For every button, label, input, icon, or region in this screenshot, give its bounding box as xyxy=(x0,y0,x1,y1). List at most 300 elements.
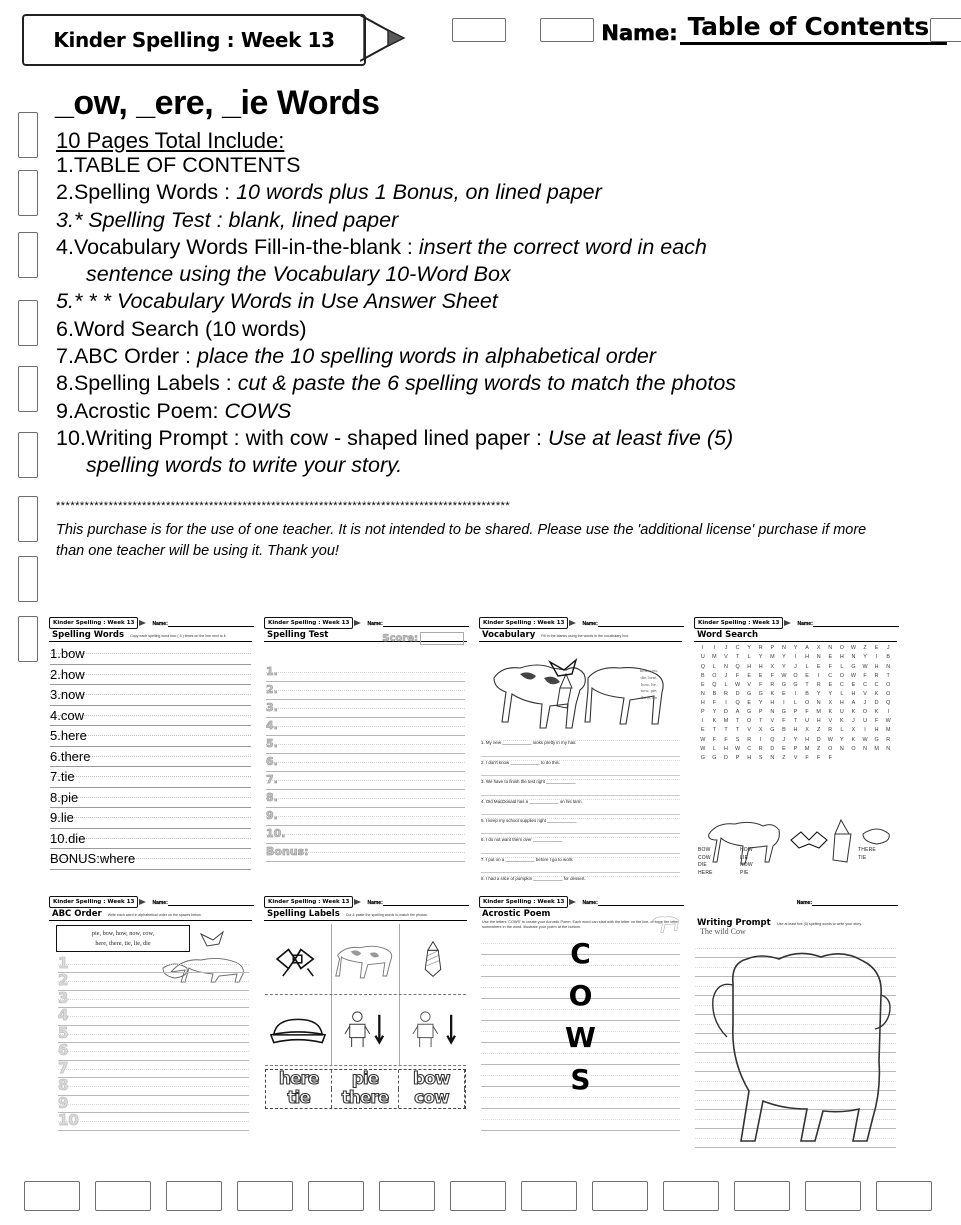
acrostic-letter: W xyxy=(565,1020,596,1054)
preview-banner: Kinder Spelling : Week 13 xyxy=(479,896,568,908)
spelling-test-line[interactable] xyxy=(266,826,465,844)
spelling-word-line xyxy=(50,829,251,850)
preview-title: Spelling Words xyxy=(52,630,125,640)
page-previews-grid xyxy=(46,615,914,1173)
abc-order-line[interactable] xyxy=(58,1043,249,1061)
spelling-word: 1.bow xyxy=(50,646,85,662)
label-cell-cow[interactable] xyxy=(332,924,399,994)
word-search-letter: G xyxy=(781,681,786,688)
word-search-letter: X xyxy=(851,727,856,734)
abc-order-line[interactable] xyxy=(58,1078,249,1096)
spelling-word: 4.cow xyxy=(50,707,84,723)
preview-row-2 xyxy=(46,894,914,1169)
word-search-letter: I xyxy=(875,654,878,661)
toc-label: ABC Order : xyxy=(73,344,197,369)
spelling-word: 2.how xyxy=(50,666,85,682)
word-search-letter: J xyxy=(886,645,890,652)
word-search-letter: E xyxy=(874,645,879,652)
word-search-letter: E xyxy=(828,681,833,688)
word-search-column-2 xyxy=(740,847,858,877)
preview-title-row xyxy=(261,909,470,919)
vocabulary-sentence[interactable]: 3. We have to finish the test right ____________ xyxy=(481,776,680,795)
score-field[interactable] xyxy=(382,632,464,645)
spelling-word-line xyxy=(50,808,251,829)
word-search-letter: R xyxy=(770,681,775,688)
word-search-letter: F xyxy=(863,672,867,679)
word-search-letter: M xyxy=(804,745,810,752)
word-search-letter: O xyxy=(862,709,868,716)
binding-ring xyxy=(521,1181,577,1211)
toc-label: Vocabulary Words Fill-in-the-blank : xyxy=(73,234,419,259)
word-search-letter: F xyxy=(805,754,809,761)
toc-number: 1. xyxy=(56,153,74,177)
word-search-letter: W xyxy=(781,672,787,679)
word-search-letter: M xyxy=(885,727,891,734)
word-search-letter: T xyxy=(793,718,798,725)
word-search-letter: I xyxy=(887,709,889,716)
pencil-tip-icon xyxy=(138,618,152,628)
cow-icon xyxy=(332,938,398,980)
line-number: 9 xyxy=(58,1093,69,1112)
preview-name-blank xyxy=(813,619,899,627)
preview-name-label: Name: xyxy=(582,620,598,627)
spelling-test-line[interactable] xyxy=(266,736,465,754)
label-cell-there[interactable] xyxy=(400,995,466,1065)
binding-ring xyxy=(540,18,594,42)
word-search-letter: C xyxy=(863,681,867,688)
word-search-letter: L xyxy=(793,700,797,707)
word-search-letter: H xyxy=(770,700,775,707)
word-search-letter: N xyxy=(863,745,867,752)
word-search-letter: U xyxy=(863,718,867,725)
word-search-letter: V xyxy=(724,654,728,661)
word-search-letter: U xyxy=(839,709,844,716)
word-search-letter: F xyxy=(724,736,728,743)
binding-ring xyxy=(18,556,38,602)
word-search-letter: C xyxy=(839,681,844,688)
spelling-test-line[interactable] xyxy=(266,790,465,808)
word-search-letter: H xyxy=(758,663,763,670)
word-search-letter: O xyxy=(804,700,810,707)
preview-name-blank xyxy=(812,898,898,906)
spelling-test-line[interactable] xyxy=(266,664,465,682)
preview-spelling-test[interactable] xyxy=(261,615,470,890)
pencil-banner-body xyxy=(22,14,366,66)
cut-out-word[interactable]: pie xyxy=(332,1070,398,1089)
binding-ring xyxy=(18,112,38,158)
word-search-letter: F xyxy=(828,663,832,670)
word-search-letter: L xyxy=(805,663,809,670)
label-cell-tie[interactable] xyxy=(400,924,466,994)
banner-title: Kinder Spelling : Week 13 xyxy=(53,28,335,52)
abc-order-line[interactable] xyxy=(58,973,249,991)
spelling-word: 9.lie xyxy=(50,810,74,826)
preview-name-blank xyxy=(383,619,469,627)
word-search-letter: H xyxy=(816,718,821,725)
abc-order-line[interactable] xyxy=(58,953,249,974)
word-search-letter: M xyxy=(770,654,775,661)
toc-description: 10 words plus 1 Bonus, on lined paper xyxy=(236,180,602,205)
binding-ring xyxy=(805,1181,861,1211)
preview-title-row xyxy=(691,630,900,640)
word-search-letter: J xyxy=(852,718,855,725)
word-search-letter: L xyxy=(840,727,844,734)
preview-word-search[interactable] xyxy=(691,615,900,890)
spelling-labels-cutouts[interactable] xyxy=(265,1069,466,1108)
word-search-letter: X xyxy=(816,645,821,652)
preview-vocabulary[interactable] xyxy=(476,615,685,890)
label-cell-pie[interactable] xyxy=(265,995,332,1065)
cow-decor-icon xyxy=(648,910,682,936)
word-search-letter: P xyxy=(793,709,798,716)
word-search-letter: X xyxy=(770,663,775,670)
word-search-letter: G xyxy=(770,727,775,734)
toc-label: TABLE OF CONTENTS xyxy=(73,153,301,177)
word-search-letter: G xyxy=(747,709,752,716)
word-search-letter: P xyxy=(793,745,798,752)
word-search-letter: L xyxy=(840,663,844,670)
binding-ring xyxy=(592,1181,648,1211)
line-number: 2 xyxy=(58,971,69,990)
word-search-letter: P xyxy=(770,645,775,652)
toc-item xyxy=(56,207,936,234)
toc-number: 5. xyxy=(56,289,74,314)
spelling-test-line[interactable] xyxy=(266,700,465,718)
word-search-letter: D xyxy=(735,690,740,697)
word-search-letter: G xyxy=(758,690,763,697)
toc-description: * * * Vocabulary Words in Use Answer Sheet xyxy=(73,289,498,314)
acrostic-letters xyxy=(481,933,680,1101)
preview-name-field xyxy=(152,619,253,627)
word-search-letter: L xyxy=(747,654,751,661)
line-number: 7 xyxy=(58,1058,69,1077)
word-search-letter: K xyxy=(851,709,856,716)
word-search-letter: I xyxy=(864,727,866,734)
preview-name-blank xyxy=(598,619,684,627)
word-search-letter: G xyxy=(747,690,752,697)
toc-item xyxy=(56,179,936,206)
word-search-letter: H xyxy=(747,663,752,670)
spelling-test-line[interactable] xyxy=(266,682,465,700)
name-value[interactable]: Table of Contents xyxy=(680,12,947,45)
word-search-letter: N xyxy=(886,663,891,670)
preview-writing-prompt[interactable] xyxy=(691,894,900,1169)
toc-item xyxy=(56,152,936,179)
preview-name-field xyxy=(582,619,683,627)
word-search-letter: Y xyxy=(782,663,786,670)
toc-label: Spelling Words : xyxy=(73,180,237,205)
word-search-letter: H xyxy=(874,663,879,670)
word-search-word: THERE xyxy=(858,847,876,853)
person-here-icon xyxy=(341,1009,389,1051)
toc-description-cont: spelling words to write your story. xyxy=(86,453,403,478)
word-search-letter: U xyxy=(805,718,810,725)
word-search-letter: K xyxy=(851,736,856,743)
word-search-word: DIE xyxy=(698,862,707,868)
word-search-letter: S xyxy=(735,736,740,743)
word-search-letter: D xyxy=(770,745,775,752)
toc-description: COWS xyxy=(224,398,292,423)
word-search-letter: B xyxy=(805,690,809,697)
line-number: 4. xyxy=(266,719,278,733)
preview-directions: Copy each spelling word four ( 4 ) times on the line next to it. xyxy=(130,634,227,638)
preview-title: Acrostic Poem xyxy=(482,909,551,919)
word-search-letter: N xyxy=(839,745,844,752)
word-search-letter: J xyxy=(724,645,728,652)
line-number: 10 xyxy=(58,1111,79,1130)
preview-title: Spelling Test xyxy=(267,630,329,640)
word-search-letter: F xyxy=(735,672,740,679)
vocabulary-sentence[interactable]: 5. I keep my school supplies right ____________ xyxy=(481,815,680,834)
word-search-letter: R xyxy=(724,690,728,697)
spelling-test-line[interactable] xyxy=(266,718,465,736)
abc-order-line[interactable] xyxy=(58,988,249,1009)
toc-number: 7. xyxy=(56,344,74,369)
preview-name-field xyxy=(367,898,468,906)
word-search-letter: P xyxy=(735,754,740,761)
line-number: 7. xyxy=(266,773,278,787)
binding-ring xyxy=(18,170,38,216)
word-search-letter: F xyxy=(759,681,763,688)
word-search-letter: D xyxy=(724,709,728,716)
tie-icon xyxy=(420,938,446,980)
preview-name-label: Name: xyxy=(367,899,383,906)
toc-item xyxy=(56,343,936,370)
vocabulary-sentence[interactable]: 7. I put on a ____________ before I go to work. xyxy=(481,854,680,873)
spelling-word-line xyxy=(50,706,251,727)
pencil-tip-icon xyxy=(353,897,367,907)
cow-outline-icon xyxy=(703,941,893,1149)
word-search-letter: N xyxy=(781,645,786,652)
preview-row-1 xyxy=(46,615,914,890)
spelling-test-line[interactable] xyxy=(266,772,465,790)
spelling-test-lines xyxy=(266,664,465,862)
vocabulary-sentence[interactable]: 6. I do not want them over ____________ xyxy=(481,834,680,853)
spelling-word: 5.here xyxy=(50,728,87,744)
binding-ring xyxy=(452,18,506,42)
toc-label: Word Search (10 words) xyxy=(73,316,307,341)
line-number: 4 xyxy=(58,1006,69,1025)
word-search-letter: Y xyxy=(712,709,717,716)
word-search-letter: H xyxy=(851,690,856,697)
cut-out-word[interactable]: bow xyxy=(399,1070,465,1089)
word-search-letter: K xyxy=(874,709,879,716)
acrostic-lines xyxy=(481,933,680,1131)
word-search-letter: Y xyxy=(840,736,844,743)
toc-item xyxy=(56,370,936,397)
toc-description: Use at least five (5) xyxy=(547,425,734,450)
word-search-letter: S xyxy=(758,754,763,761)
word-search-letter: L xyxy=(712,745,716,752)
word-search-letter: R xyxy=(758,645,763,652)
preview-abc-order[interactable] xyxy=(46,894,255,1169)
word-search-letter: R xyxy=(886,736,891,743)
toc-number: 2. xyxy=(56,180,74,205)
word-search-letter: X xyxy=(758,727,763,734)
name-field[interactable] xyxy=(601,12,947,45)
cut-out-word[interactable]: cow xyxy=(399,1089,465,1108)
cut-out-word[interactable]: tie xyxy=(266,1089,332,1108)
line-number: 5 xyxy=(58,1023,69,1042)
preview-spelling-labels[interactable] xyxy=(261,894,470,1169)
word-search-letter: N xyxy=(724,663,728,670)
word-search-letter: K xyxy=(712,718,717,725)
preview-banner: Kinder Spelling : Week 13 xyxy=(479,617,568,629)
label-cell-here[interactable] xyxy=(332,995,399,1065)
vocabulary-sentence[interactable]: 8. I had a slice of pumpkin ____________ for dessert. xyxy=(481,873,680,890)
name-label: Name: xyxy=(601,21,678,45)
word-search-letter: B xyxy=(782,727,786,734)
word-search-letter: E xyxy=(782,690,786,697)
word-search-letter: O xyxy=(886,681,891,688)
word-search-letter: O xyxy=(839,645,844,652)
word-search-letter: T xyxy=(712,727,717,734)
word-search-letter: N xyxy=(816,700,821,707)
cut-out-word[interactable]: here xyxy=(266,1070,332,1089)
word-search-letter: N xyxy=(828,645,833,652)
spelling-word: 10.die xyxy=(50,830,86,846)
preview-rule xyxy=(694,641,897,642)
word-search-letter: X xyxy=(805,727,809,734)
word-search-letter: L xyxy=(840,690,844,697)
divider-stars: *********************************************************************************************** xyxy=(56,500,511,512)
word-search-word: LIE xyxy=(740,854,749,861)
abc-order-line[interactable] xyxy=(58,1008,249,1026)
toc-description-cont: sentence using the Vocabulary 10-Word Box xyxy=(86,262,511,287)
line-number: 2. xyxy=(266,683,278,697)
preview-header xyxy=(476,615,685,630)
word-search-letter: B xyxy=(886,654,890,661)
word-search-letter: E xyxy=(851,681,856,688)
word-search-letter: D xyxy=(816,736,821,743)
spelling-test-line[interactable] xyxy=(266,844,465,862)
binding-ring xyxy=(308,1181,364,1211)
binding-ring xyxy=(24,1181,80,1211)
word-search-word: HERE xyxy=(698,869,713,876)
preview-rule xyxy=(49,920,252,921)
word-search-letter: V xyxy=(828,718,833,725)
word-search-letter: G xyxy=(874,736,879,743)
preview-banner: Kinder Spelling : Week 13 xyxy=(264,896,353,908)
spelling-test-line[interactable] xyxy=(266,808,465,826)
preview-title-row xyxy=(46,909,255,919)
word-search-letter: W xyxy=(735,681,741,688)
spelling-word: BONUS:where xyxy=(50,851,136,867)
word-search-letter: N xyxy=(886,745,891,752)
spelling-word: 6.there xyxy=(50,748,91,764)
vocabulary-word-line: how, lie, xyxy=(641,681,657,687)
abc-order-line[interactable] xyxy=(58,1093,249,1114)
word-search-word: HOW xyxy=(740,847,753,853)
vocabulary-sentence[interactable]: 2. I don't know ____________ to do this. xyxy=(481,757,680,776)
word-search-letter: Y xyxy=(793,645,798,652)
cut-out-word[interactable]: there xyxy=(332,1089,398,1108)
writing-prompt-header xyxy=(691,909,900,937)
vocabulary-sentence[interactable]: 4. Old MacDonald has a ____________ on his farm. xyxy=(481,796,680,815)
word-search-letter: L xyxy=(724,681,728,688)
preview-name-field xyxy=(152,898,253,906)
table-of-contents-list xyxy=(56,152,936,480)
word-search-word: NOW xyxy=(740,862,753,868)
spelling-word-line xyxy=(50,767,251,788)
line-number: 8. xyxy=(266,791,278,805)
preview-rule xyxy=(479,641,682,642)
abc-word-line: pie, bow, how, now, cow, xyxy=(91,930,155,938)
acrostic-line[interactable] xyxy=(481,1109,680,1131)
preview-name-field xyxy=(582,898,683,906)
word-search-letter: N xyxy=(770,709,775,716)
word-search-letter: M xyxy=(816,709,821,716)
word-search-letter: W xyxy=(850,645,856,652)
toc-item xyxy=(56,398,936,425)
preview-header xyxy=(46,894,255,909)
binding-ring xyxy=(18,232,38,278)
preview-directions: Fill in the blanks using the words in the vocabulary box. xyxy=(541,634,630,638)
preview-directions: Write each word in alphabetical order on the spaces below. xyxy=(107,913,202,917)
word-search-letter: T xyxy=(886,672,890,679)
word-search-letter: R xyxy=(758,745,763,752)
word-search-letter: G xyxy=(851,663,856,670)
spelling-word-line xyxy=(50,849,251,870)
preview-acrostic-poem[interactable] xyxy=(476,894,685,1169)
toc-number: 9. xyxy=(56,398,74,423)
spelling-labels-grid xyxy=(265,924,466,1066)
preview-header xyxy=(691,894,900,909)
word-search-letter: G xyxy=(793,681,798,688)
vocabulary-sentence[interactable]: 1. My new ____________ looks pretty in my hair. xyxy=(481,737,680,756)
preview-spelling-words[interactable] xyxy=(46,615,255,890)
word-search-letter: A xyxy=(851,700,856,707)
preview-header xyxy=(476,894,685,909)
word-search-letter: F xyxy=(712,736,717,743)
word-search-letter: W xyxy=(885,718,891,725)
word-search-letter: J xyxy=(782,736,786,743)
word-search-letter: O xyxy=(839,672,844,679)
abc-order-line[interactable] xyxy=(58,1113,249,1131)
label-cell-bow[interactable] xyxy=(265,924,332,994)
word-search-letter: O xyxy=(793,672,798,679)
word-search-letter: Q xyxy=(735,700,740,707)
spelling-word-line xyxy=(50,788,251,809)
word-search-letter: E xyxy=(782,745,786,752)
word-search-letter: G xyxy=(712,754,717,761)
word-search-letter: T xyxy=(735,654,740,661)
preview-name-label: Name: xyxy=(367,620,383,627)
binding-ring xyxy=(18,366,38,412)
score-input[interactable] xyxy=(420,632,464,645)
spelling-word-line xyxy=(50,747,251,768)
word-search-letter: N xyxy=(816,654,821,661)
word-search-word: BOW xyxy=(698,847,711,853)
toc-item xyxy=(56,316,936,343)
vocabulary-artwork xyxy=(480,644,681,736)
binding-ring xyxy=(18,432,38,478)
word-search-letter: Y xyxy=(782,654,786,661)
spiral-binding-bottom xyxy=(0,1181,961,1215)
word-search-letter: F xyxy=(782,718,786,725)
spelling-test-line[interactable] xyxy=(266,754,465,772)
label-row xyxy=(265,924,466,995)
pencil-tip-icon xyxy=(783,618,797,628)
abc-order-line[interactable] xyxy=(58,1023,249,1044)
spelling-word-line xyxy=(50,726,251,747)
page-subtitle: 10 Pages Total Include: xyxy=(56,128,285,153)
word-search-letter: Y xyxy=(793,736,798,743)
word-search-letter: H xyxy=(874,727,879,734)
abc-order-line[interactable] xyxy=(58,1058,249,1079)
binding-ring xyxy=(450,1181,506,1211)
word-search-letter: F xyxy=(805,709,809,716)
